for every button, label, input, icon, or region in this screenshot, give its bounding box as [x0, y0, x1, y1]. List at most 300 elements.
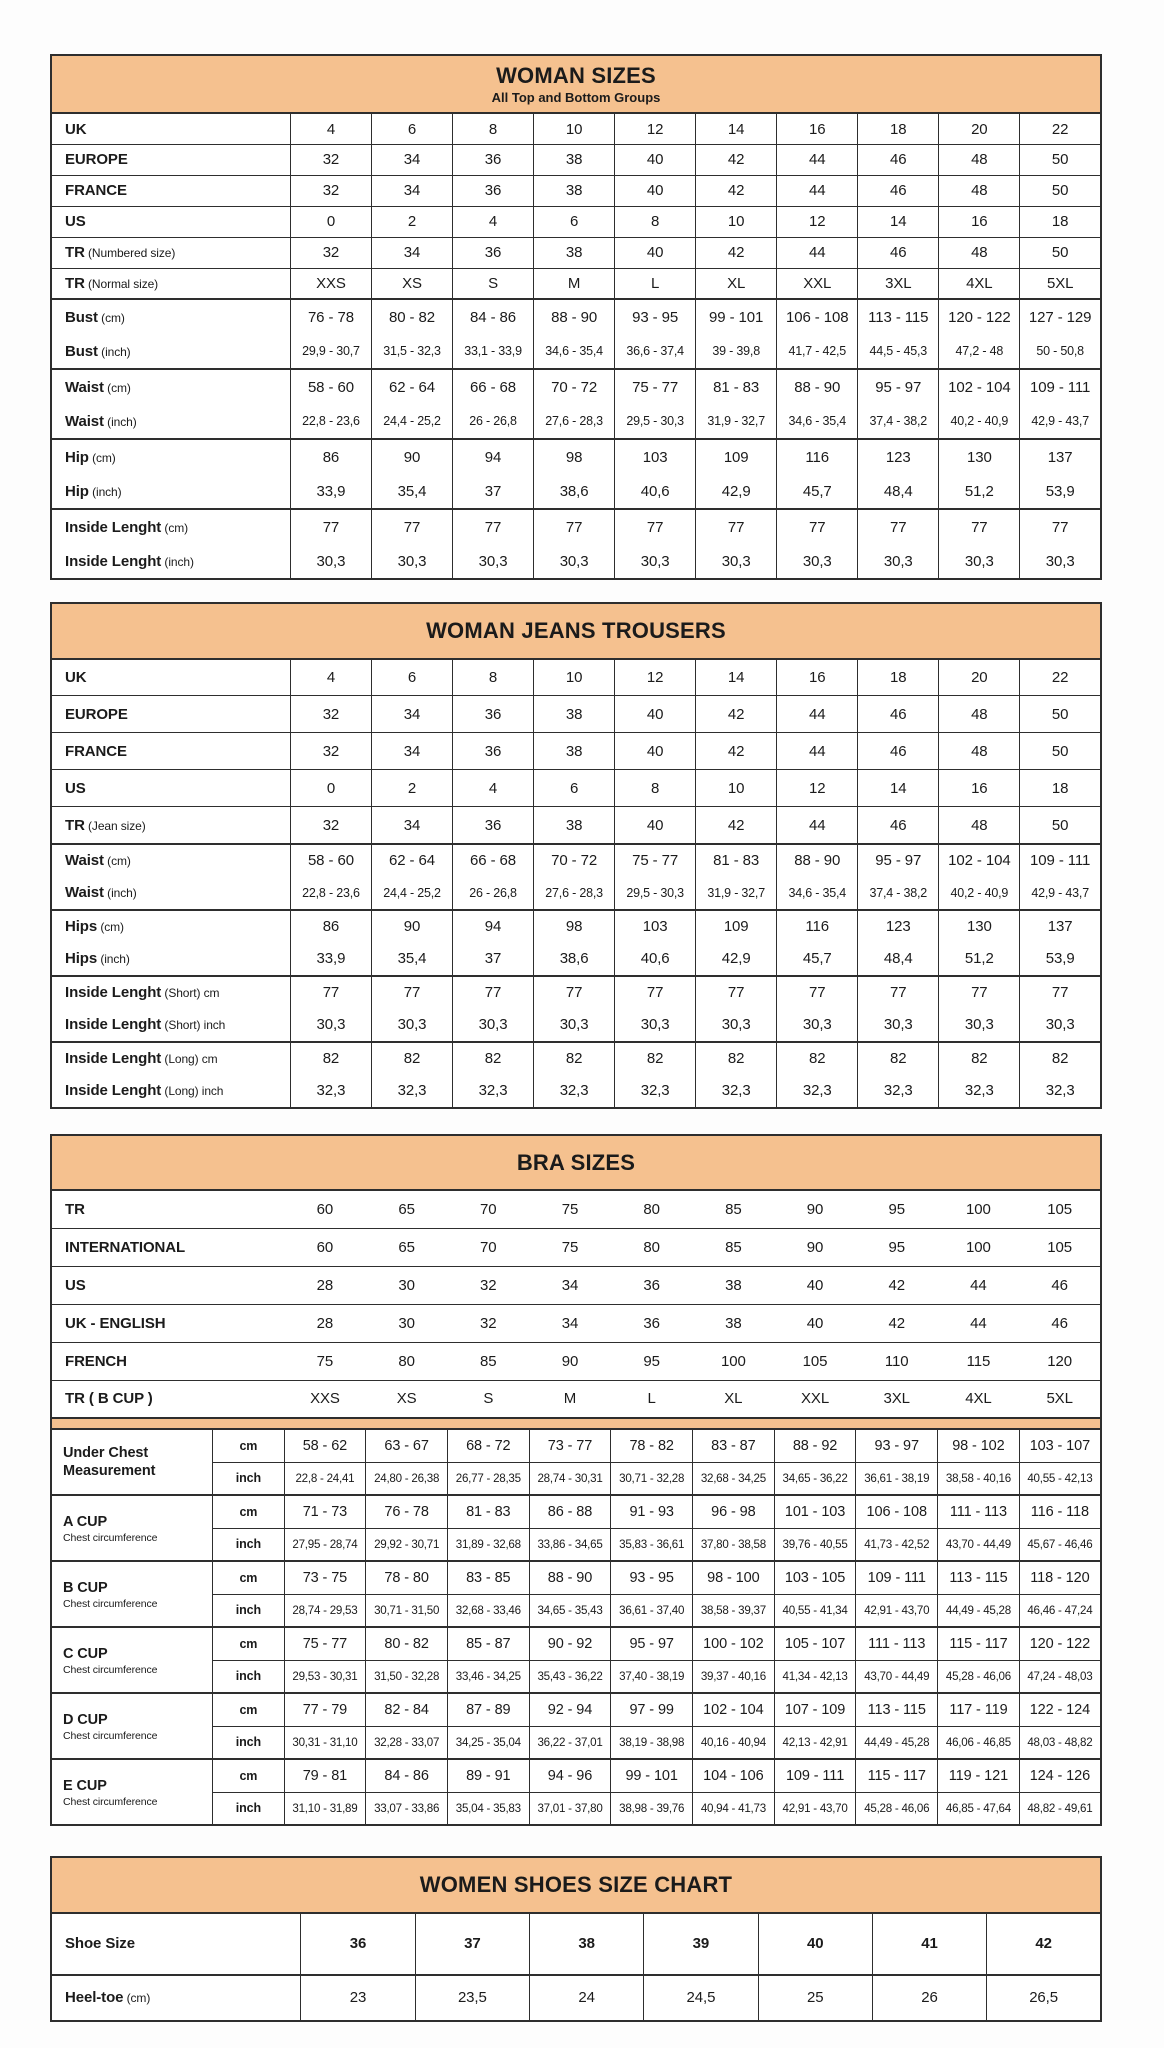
- woman-sizes-header: [50, 54, 1102, 112]
- value-cell: 90: [561, 1352, 579, 1370]
- value-cell: 43,70 - 44,49: [938, 1528, 1020, 1561]
- value-cell: 30,3: [858, 1009, 939, 1042]
- value-cell: 25: [758, 1975, 872, 2021]
- cup-group: [51, 1759, 1101, 1825]
- value-cell: 32,28 - 33,07: [366, 1726, 448, 1759]
- value-cell: 90: [806, 1238, 824, 1256]
- value-cell: 10: [696, 206, 777, 237]
- value-cell: 38: [534, 807, 615, 844]
- value-cell: 24: [529, 1975, 643, 2021]
- value-cell: 30,3: [453, 1009, 534, 1042]
- value-cell: 44: [777, 237, 858, 268]
- cup-label: [51, 1627, 213, 1693]
- value-cell: 37,40 - 38,19: [611, 1660, 693, 1693]
- value-cell: 97 - 99: [611, 1693, 693, 1726]
- value-cell: 77: [290, 509, 371, 544]
- shoes-grid: [50, 1912, 1102, 2022]
- cup-label: [51, 1759, 213, 1825]
- value-cell: 39,76 - 40,55: [774, 1528, 856, 1561]
- value-cell: 34: [371, 144, 452, 175]
- row-label-text: UK: [65, 669, 87, 687]
- value-cell: XL: [724, 1390, 743, 1408]
- unit-cm-label: cm: [213, 1693, 284, 1726]
- row-label-text: Inside Lenght: [65, 1082, 162, 1100]
- value-cell: 46,85 - 47,64: [938, 1792, 1020, 1825]
- value-cell: 29,92 - 30,71: [366, 1528, 448, 1561]
- bra-size-row: [51, 1266, 1101, 1304]
- value-cell: 46: [858, 807, 939, 844]
- value-cell: 100 - 102: [693, 1627, 775, 1660]
- row-label-sub: (cm): [103, 854, 131, 869]
- row-label-sub: (inch): [97, 344, 131, 359]
- value-cell: 30,3: [939, 544, 1020, 579]
- value-cell: 39: [644, 1913, 758, 1975]
- value-cell: 103: [615, 439, 696, 474]
- row-label-text: Waist: [65, 412, 104, 430]
- value-cell: 88 - 92: [774, 1429, 856, 1462]
- row-label: [51, 1304, 284, 1342]
- value-cell: 44,49 - 45,28: [856, 1726, 938, 1759]
- value-cell: 10: [696, 770, 777, 807]
- row-label-text: Waist: [65, 884, 104, 902]
- value-cell: 5XL: [1020, 268, 1101, 299]
- value-cell: 88 - 90: [529, 1561, 611, 1594]
- value-cell: 85: [725, 1200, 742, 1218]
- value-cell: 106 - 108: [856, 1495, 938, 1528]
- value-cell: 32: [290, 175, 371, 206]
- table-row: [51, 696, 1101, 733]
- value-cell: 35,4: [371, 943, 452, 976]
- value-cell: 46: [858, 696, 939, 733]
- value-cell: 31,9 - 32,7: [696, 404, 777, 439]
- value-cell: 99 - 101: [696, 299, 777, 334]
- value-cell: 85 - 87: [447, 1627, 529, 1660]
- unit-inch-label: inch: [213, 1726, 284, 1759]
- row-group: [51, 369, 1101, 439]
- value-cell: 37,80 - 38,58: [693, 1528, 775, 1561]
- value-cell: 30,71 - 31,50: [366, 1594, 448, 1627]
- value-cell: 48: [939, 807, 1020, 844]
- value-cell: 31,89 - 32,68: [447, 1528, 529, 1561]
- cup-group: [51, 1561, 1101, 1627]
- value-cell: 42: [696, 144, 777, 175]
- cup-note: Chest circumference: [63, 1729, 158, 1742]
- value-cell: 122 - 124: [1019, 1693, 1101, 1726]
- value-cell: 14: [858, 770, 939, 807]
- value-cell: 95 - 97: [611, 1627, 693, 1660]
- value-cell: 109: [696, 439, 777, 474]
- row-group: [51, 113, 1101, 144]
- value-cell: 104 - 106: [693, 1759, 775, 1792]
- row-label-sub: (cm): [97, 920, 124, 935]
- value-cell: 101 - 103: [774, 1495, 856, 1528]
- table-row: [51, 474, 1101, 509]
- bra-size-row: [51, 1304, 1101, 1342]
- value-cell: 82: [858, 1042, 939, 1075]
- value-cell: 90 - 92: [529, 1627, 611, 1660]
- value-cell: 38: [534, 237, 615, 268]
- value-cell: 90: [371, 439, 452, 474]
- value-cell: XXL: [777, 268, 858, 299]
- value-cell: 27,6 - 28,3: [534, 404, 615, 439]
- value-cell: 34,6 - 35,4: [777, 877, 858, 910]
- row-label-text: TR: [65, 816, 85, 834]
- value-cell: 46: [1051, 1276, 1068, 1294]
- value-cell: 32,68 - 34,25: [693, 1462, 775, 1495]
- value-cell: 75 - 77: [615, 369, 696, 404]
- value-cell: 31,9 - 32,7: [696, 877, 777, 910]
- value-cell: 41: [872, 1913, 986, 1975]
- value-cell: 63 - 67: [366, 1429, 448, 1462]
- value-cell: 46,46 - 47,24: [1019, 1594, 1101, 1627]
- value-cell: 65: [398, 1200, 415, 1218]
- value-cell: 26,77 - 28,35: [447, 1462, 529, 1495]
- value-cell: 50: [1020, 237, 1101, 268]
- value-cell: 75: [316, 1352, 334, 1370]
- value-cell: 8: [453, 113, 534, 144]
- bra-divider-group: [51, 1418, 1101, 1429]
- value-cell: 35,83 - 36,61: [611, 1528, 693, 1561]
- value-cell: 87 - 89: [447, 1693, 529, 1726]
- table-row: [51, 1042, 1101, 1075]
- value-cell: 45,28 - 46,06: [938, 1660, 1020, 1693]
- value-cell: 42: [696, 807, 777, 844]
- value-cell: 94: [453, 910, 534, 943]
- value-cell: 88 - 90: [777, 369, 858, 404]
- value-cell: 77: [453, 976, 534, 1009]
- row-label-sub: (Long) inch: [161, 1084, 224, 1099]
- row-label-text: UK - ENGLISH: [65, 1314, 166, 1332]
- value-cell: 26 - 26,8: [453, 404, 534, 439]
- value-cell: 14: [696, 113, 777, 144]
- row-label-text: Inside Lenght: [65, 1016, 162, 1034]
- bra-size-system-group: [51, 1228, 1101, 1266]
- table-row: [51, 877, 1101, 910]
- value-cell: 6: [371, 113, 452, 144]
- value-cell: 116 - 118: [1019, 1495, 1101, 1528]
- value-cell: 40: [615, 696, 696, 733]
- value-cell: 66 - 68: [453, 369, 534, 404]
- value-cell: 102 - 104: [939, 844, 1020, 877]
- value-cell: 88 - 90: [777, 844, 858, 877]
- value-cell: 28: [316, 1314, 334, 1332]
- value-cell: 41,73 - 42,52: [856, 1528, 938, 1561]
- table-row: [51, 175, 1101, 206]
- row-group: [51, 1975, 1101, 2021]
- value-cell: 77: [615, 976, 696, 1009]
- value-cell: 44: [777, 807, 858, 844]
- value-cell: 75: [561, 1200, 579, 1218]
- value-cell: 16: [939, 206, 1020, 237]
- value-cell: 33,46 - 34,25: [447, 1660, 529, 1693]
- value-cell: 70: [480, 1238, 497, 1256]
- bra-size-system-group: [51, 1266, 1101, 1304]
- value-cell: 38,6: [534, 943, 615, 976]
- value-cell: 68 - 72: [447, 1429, 529, 1462]
- value-cell: 77: [696, 976, 777, 1009]
- cup-note: Chest circumference: [63, 1663, 158, 1676]
- value-cell: 80: [398, 1352, 415, 1370]
- value-cell: 82: [696, 1042, 777, 1075]
- value-cell: 75: [561, 1238, 579, 1256]
- divider-row: [51, 1418, 1101, 1429]
- value-cell: 77: [858, 509, 939, 544]
- value-cell: 81 - 83: [696, 369, 777, 404]
- value-cell: 42: [888, 1314, 905, 1332]
- row-label: [51, 844, 290, 877]
- value-cell: 113 - 115: [938, 1561, 1020, 1594]
- value-cell: 120: [1047, 1352, 1072, 1370]
- value-cell: 105: [802, 1352, 828, 1370]
- value-cell: 44: [970, 1276, 987, 1294]
- row-group: [51, 1913, 1101, 1975]
- value-cell: 100: [720, 1352, 746, 1370]
- value-cell: 34,65 - 35,43: [529, 1594, 611, 1627]
- row-label-text: TR ( B CUP ): [65, 1390, 153, 1408]
- value-cell: 50: [1020, 733, 1101, 770]
- value-cell: 24,5: [644, 1975, 758, 2021]
- unit-inch-label: inch: [213, 1528, 284, 1561]
- table-row: [51, 206, 1101, 237]
- value-cell: 77: [290, 976, 371, 1009]
- value-cell: 30,3: [290, 1009, 371, 1042]
- cup-cm-row: [51, 1561, 1101, 1594]
- value-cell: 29,53 - 30,31: [284, 1660, 366, 1693]
- value-cell: 95: [888, 1200, 905, 1218]
- bra-grid: [50, 1189, 1102, 1826]
- value-cell: 98: [534, 910, 615, 943]
- bra-size-row: [51, 1342, 1101, 1380]
- value-cell: 62 - 64: [371, 844, 452, 877]
- value-cell: 95: [643, 1352, 660, 1370]
- table-row: [51, 544, 1101, 579]
- value-cell: 105: [1047, 1200, 1072, 1218]
- unit-cm-label: cm: [213, 1495, 284, 1528]
- row-group: [51, 844, 1101, 910]
- value-cell: 34,6 - 35,4: [777, 404, 858, 439]
- value-cell: 38: [725, 1276, 742, 1294]
- bra-size-row: [51, 1190, 1101, 1228]
- woman-sizes-table: [50, 112, 1102, 580]
- value-cell: 31,10 - 31,89: [284, 1792, 366, 1825]
- row-label-sub: (inch): [161, 554, 194, 569]
- value-cell: 32,3: [615, 1075, 696, 1108]
- value-cell: 3XL: [883, 1390, 910, 1408]
- row-label-text: Shoe Size: [65, 1935, 135, 1953]
- table-row: [51, 976, 1101, 1009]
- value-cell: 30,3: [696, 544, 777, 579]
- row-label-sub: (inch): [103, 886, 137, 901]
- value-cell: 42: [696, 237, 777, 268]
- table-row: [51, 659, 1101, 696]
- value-cell: 123: [858, 439, 939, 474]
- cup-group: [51, 1429, 1101, 1495]
- value-cell: 70 - 72: [534, 369, 615, 404]
- table-row: [51, 237, 1101, 268]
- row-group: [51, 1042, 1101, 1108]
- row-label-sub: (Short) inch: [161, 1018, 226, 1033]
- value-cell: 85: [480, 1352, 497, 1370]
- value-cell: 42,9 - 43,7: [1020, 877, 1101, 910]
- cup-group: [51, 1693, 1101, 1759]
- value-cell: 28: [316, 1276, 334, 1294]
- value-cell: 120 - 122: [939, 299, 1020, 334]
- value-cell: 77: [534, 509, 615, 544]
- value-cell: 89 - 91: [447, 1759, 529, 1792]
- value-cell: 76 - 78: [366, 1495, 448, 1528]
- shoes-header: [50, 1856, 1102, 1911]
- value-cell: 32,3: [1020, 1075, 1101, 1108]
- value-cell: 115: [966, 1352, 991, 1370]
- row-label: [51, 544, 290, 579]
- row-label-text: Hips: [65, 918, 98, 936]
- woman-sizes-subtitle: All Top and Bottom Groups: [491, 90, 661, 106]
- row-label-text: TR: [65, 244, 85, 262]
- value-cell: 77: [1020, 509, 1101, 544]
- value-cell: 30,3: [939, 1009, 1020, 1042]
- unit-cm-label: cm: [213, 1561, 284, 1594]
- value-cell: 30,3: [290, 544, 371, 579]
- value-cell: 98: [534, 439, 615, 474]
- value-cell: 14: [696, 659, 777, 696]
- value-cell: 42: [888, 1276, 905, 1294]
- unit-inch-label: inch: [213, 1660, 284, 1693]
- bra-header: [50, 1134, 1102, 1189]
- row-label: [51, 206, 290, 237]
- value-cell: 109: [696, 910, 777, 943]
- value-cell: 38: [534, 144, 615, 175]
- value-cell: 46: [1051, 1314, 1068, 1332]
- value-cell: 44: [777, 733, 858, 770]
- value-cell: 22,8 - 24,41: [284, 1462, 366, 1495]
- value-cell: 30,3: [371, 1009, 452, 1042]
- value-cell: 37,4 - 38,2: [858, 404, 939, 439]
- row-group: [51, 807, 1101, 844]
- value-cell: 70 - 72: [534, 844, 615, 877]
- value-cell: 82: [453, 1042, 534, 1075]
- value-cell: 2: [371, 770, 452, 807]
- row-group: [51, 237, 1101, 268]
- cup-name: B CUP: [63, 1579, 108, 1596]
- table-row: [51, 268, 1101, 299]
- value-cell: 93 - 95: [615, 299, 696, 334]
- row-label: [51, 733, 290, 770]
- value-cell: 6: [534, 770, 615, 807]
- value-cell: 36: [453, 696, 534, 733]
- value-cell: 38,19 - 38,98: [611, 1726, 693, 1759]
- row-label-sub: (Numbered size): [84, 246, 176, 261]
- bra-size-system-group: [51, 1304, 1101, 1342]
- value-cell: 106 - 108: [777, 299, 858, 334]
- value-cell: 16: [777, 113, 858, 144]
- value-cell: 40,94 - 41,73: [693, 1792, 775, 1825]
- value-cell: 80: [643, 1238, 660, 1256]
- value-cell: 51,2: [939, 474, 1020, 509]
- row-label-sub: (Jean size): [84, 818, 146, 833]
- value-cell: 77: [696, 509, 777, 544]
- value-cell: 12: [615, 659, 696, 696]
- value-cell: 16: [939, 770, 1020, 807]
- value-cell: 80 - 82: [366, 1627, 448, 1660]
- value-cell: 60: [316, 1238, 334, 1256]
- value-cell: 103 - 105: [774, 1561, 856, 1594]
- value-cell: 109 - 111: [774, 1759, 856, 1792]
- cup-note: Chest circumference: [63, 1795, 158, 1808]
- value-cell: 50: [1020, 807, 1101, 844]
- value-cell: 110: [884, 1352, 909, 1370]
- row-label-text: Hip: [65, 448, 89, 466]
- cup-cm-row: [51, 1759, 1101, 1792]
- bra-size-system-group: [51, 1342, 1101, 1380]
- row-label-text: Inside Lenght: [65, 1050, 162, 1068]
- value-cell: 77: [453, 509, 534, 544]
- row-label-sub: (cm): [97, 310, 125, 325]
- row-label-text: TR: [65, 275, 85, 293]
- row-label-text: UK: [65, 120, 87, 138]
- value-cell: 5XL: [1046, 1390, 1073, 1408]
- value-cell: 28,74 - 30,31: [529, 1462, 611, 1495]
- value-cell: 30,3: [1020, 544, 1101, 579]
- value-cell: 44: [777, 696, 858, 733]
- value-cell: 30,3: [534, 1009, 615, 1042]
- value-cell: 22: [1020, 659, 1101, 696]
- value-cell: 12: [777, 206, 858, 237]
- row-label-sub: (cm): [161, 520, 189, 535]
- value-cell: 32: [480, 1314, 497, 1332]
- value-cell: 45,7: [777, 943, 858, 976]
- value-cell: 35,4: [371, 474, 452, 509]
- value-cell: 77: [939, 509, 1020, 544]
- row-label: [51, 1228, 284, 1266]
- value-cell: 30,3: [777, 1009, 858, 1042]
- row-label-text: US: [65, 1276, 86, 1294]
- value-cell: S: [453, 268, 534, 299]
- value-cell: 83 - 87: [693, 1429, 775, 1462]
- value-cell: 42: [987, 1913, 1101, 1975]
- value-cell: 73 - 75: [284, 1561, 366, 1594]
- value-cell: 60: [316, 1200, 334, 1218]
- row-label: [51, 237, 290, 268]
- value-cell: 84 - 86: [366, 1759, 448, 1792]
- value-cell: 36,61 - 37,40: [611, 1594, 693, 1627]
- row-label-text: INTERNATIONAL: [65, 1238, 186, 1256]
- value-cell: 105: [1047, 1238, 1072, 1256]
- value-cell: 94: [453, 439, 534, 474]
- value-cell: 100: [966, 1238, 991, 1256]
- table-row: [51, 1913, 1101, 1975]
- row-label: [51, 877, 290, 910]
- value-cell: 37,4 - 38,2: [858, 877, 939, 910]
- value-cell: 31,50 - 32,28: [366, 1660, 448, 1693]
- cup-label: [51, 1561, 213, 1627]
- value-cell: 80: [643, 1200, 660, 1218]
- value-cell: 36,61 - 38,19: [856, 1462, 938, 1495]
- value-cell: 66 - 68: [453, 844, 534, 877]
- value-cell: 8: [615, 770, 696, 807]
- row-label-text: FRANCE: [65, 742, 127, 760]
- table-row: [51, 733, 1101, 770]
- value-cell: 70: [480, 1200, 497, 1218]
- value-cell: 103 - 107: [1019, 1429, 1101, 1462]
- value-cell: 82: [939, 1042, 1020, 1075]
- value-cell: 82: [371, 1042, 452, 1075]
- value-cell: 42: [696, 733, 777, 770]
- value-cell: 34: [371, 175, 452, 206]
- value-cell: 48: [939, 733, 1020, 770]
- bra-size-row: [51, 1380, 1101, 1418]
- value-cell: 48,4: [858, 474, 939, 509]
- cup-name: Under Chest Measurement: [63, 1445, 156, 1480]
